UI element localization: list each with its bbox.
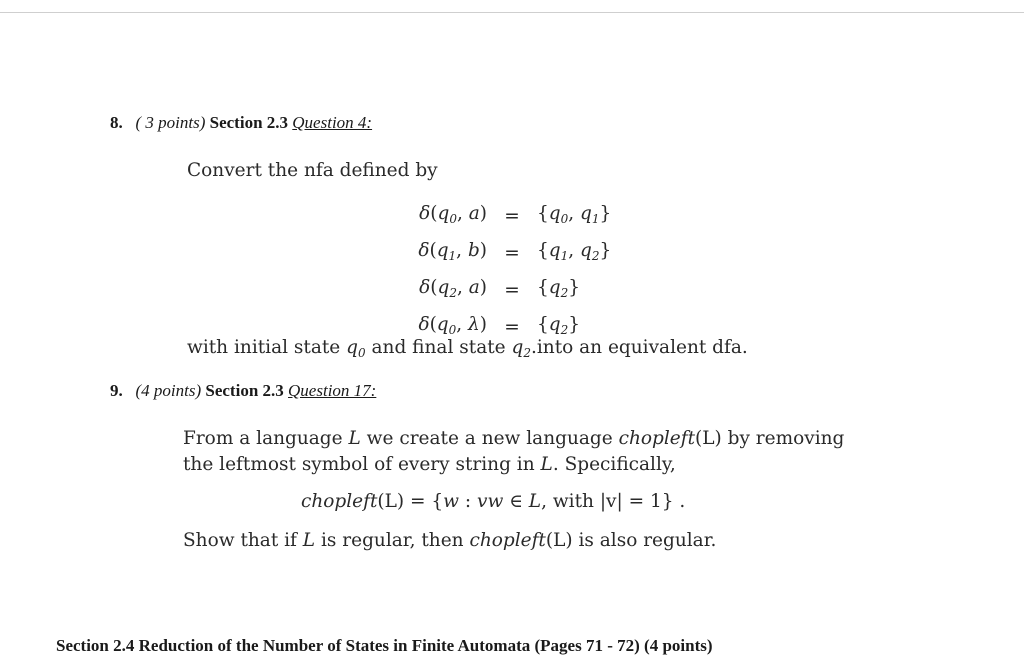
transition-equation [405, 198, 627, 235]
equals-sign: = [504, 280, 520, 301]
equation-lhs: $\delta(q_1$, b) [418, 240, 487, 263]
question-section: Section 2.3 [209, 113, 289, 132]
q9-line-2: the leftmost symbol of every string in L. Specifically, [183, 454, 676, 475]
question-link[interactable]: Question 17: [288, 381, 377, 400]
equation-lhs: $\delta(q_0$, a) [419, 203, 487, 226]
section-2-4-heading: Section 2.4 Reduction of the Number of States in Finite Automata (Pages 71 - 72) (4 points) [56, 636, 713, 655]
question-8-header [110, 113, 372, 133]
top-divider [0, 12, 1024, 13]
transition-equation [405, 235, 627, 272]
transition-equation [405, 272, 627, 309]
q9-line-1: From a language L we create a new language chopleft(L) by removing [183, 428, 845, 449]
equation-rhs: {$q_1$, $q_2$} [537, 240, 612, 263]
transition-equations [405, 198, 627, 346]
q8-intro: Convert the nfa defined by [187, 160, 438, 181]
question-points: ( 3 points) [135, 113, 206, 132]
equation-rhs: $\{q_2\}$ [537, 314, 581, 337]
question-number: 8. [110, 113, 123, 132]
question-section: Section 2.3 [205, 381, 284, 400]
question-number: 9. [110, 381, 123, 400]
question-points: (4 points) [135, 381, 202, 400]
equals-sign: = [504, 243, 520, 264]
q8-closing: with initial state $q_0$ and final state $q_2.into$ an equivalent dfa. [187, 337, 748, 360]
question-9-header [110, 381, 376, 401]
equation-lhs: $\delta(q_2$, a) [419, 277, 487, 300]
q9-show: Show that if L is regular, then chopleft(L) is also regular. [183, 530, 717, 551]
equation-rhs: $\{q_2\}$ [537, 277, 581, 300]
equation-lhs: $\delta(q_0$, λ) [418, 314, 487, 337]
equals-sign: = [504, 317, 520, 338]
equation-rhs: {$q_0$, $q_1$} [537, 203, 612, 226]
equals-sign: = [504, 206, 520, 227]
question-link[interactable]: Question 4: [292, 113, 373, 132]
q9-definition: chopleft(L) = {w : vw ∈ L, with |v| = 1} . [301, 491, 686, 512]
